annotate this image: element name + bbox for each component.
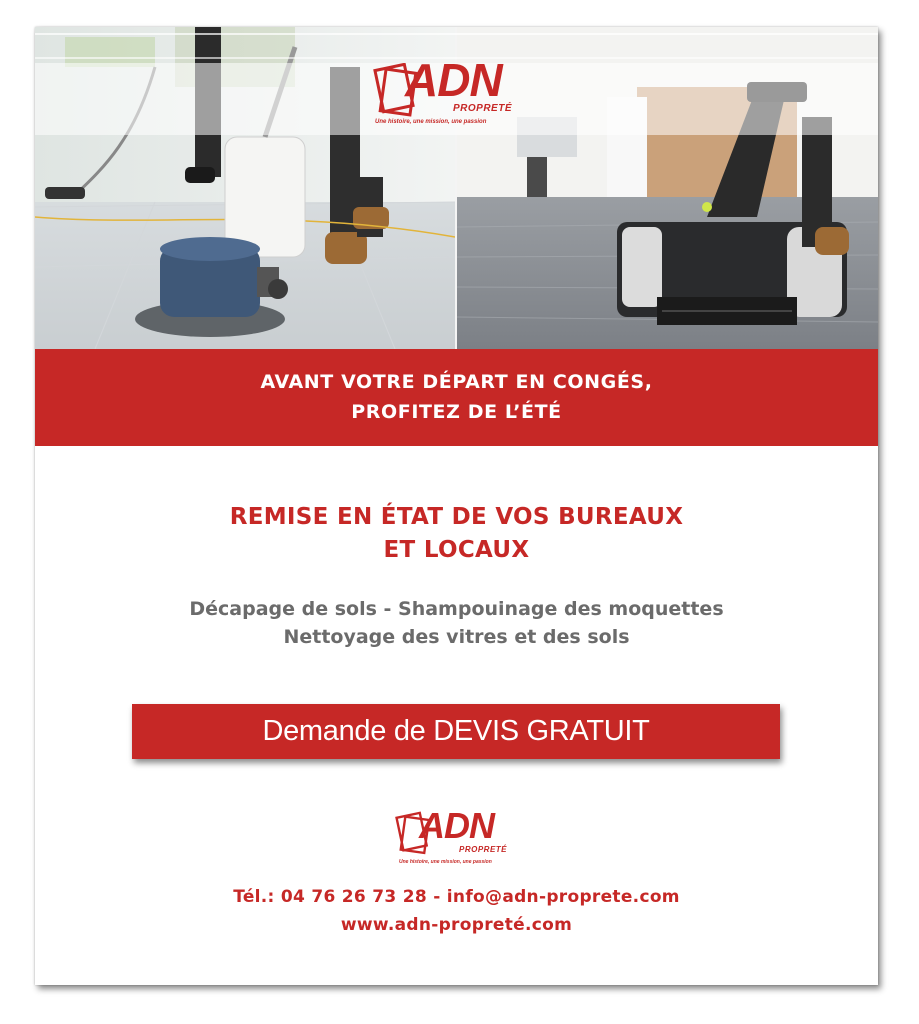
contact-info [35,883,878,939]
logo-wordmark: ADN [419,805,494,846]
headline [35,501,878,567]
free-quote-button[interactable]: Demande de DEVIS GRATUIT [132,704,780,759]
services-line-2: Nettoyage des vitres et des sols [283,626,630,648]
brand-logo [373,55,543,133]
logo-tagline: Une histoire, une mission, une passion [399,859,492,865]
footer-brand-logo [395,807,525,871]
services-line-1: Décapage de sols - Shampouinage des moquettes [189,598,724,620]
banner-line-1: AVANT VOTRE DÉPART EN CONGÉS, [260,371,653,393]
headline-line-2: ET LOCAUX [383,537,530,563]
banner-line-2: PROFITEZ DE L’ÉTÉ [351,401,562,423]
headline-line-1: REMISE EN ÉTAT DE VOS BUREAUX [229,504,684,530]
logo-subtitle: PROPRETÉ [453,103,513,114]
flyer-card [35,27,878,985]
summer-banner [35,349,878,446]
logo-band-line [35,33,878,35]
services-list [35,595,878,651]
logo-wordmark: ADN [405,54,502,106]
logo-subtitle: PROPRETÉ [459,845,508,854]
contact-phone-email[interactable]: Tél.: 04 76 26 73 28 - info@adn-proprete.com [233,887,680,907]
hero-photos [35,27,878,349]
logo-tagline: Une histoire, une mission, une passion [375,119,487,125]
contact-website[interactable]: www.adn-propreté.com [340,915,573,935]
